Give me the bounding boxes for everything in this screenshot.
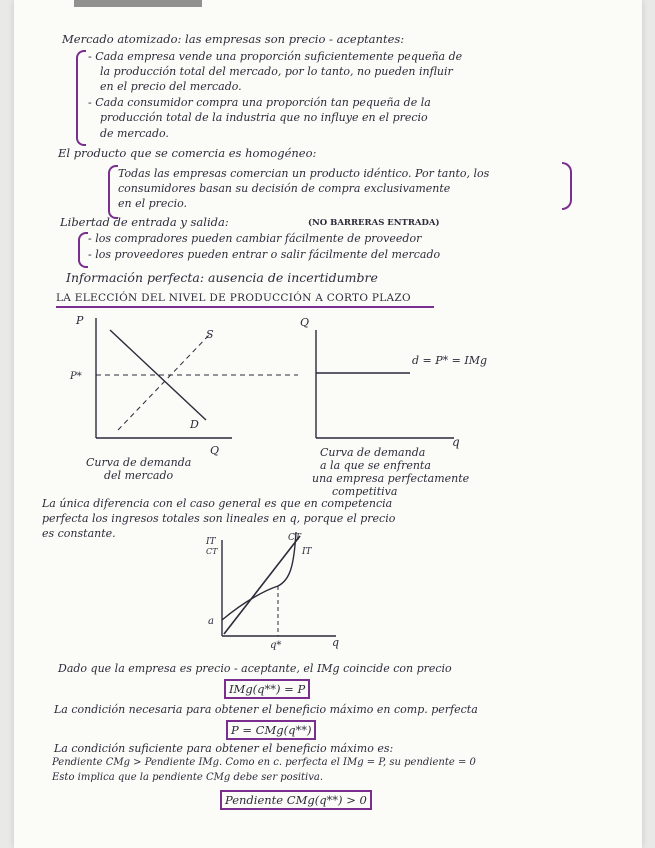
- ct-curve: [222, 532, 296, 620]
- g2-caption-1: Curva de demanda: [320, 446, 426, 459]
- g1-d-label: D: [190, 418, 199, 431]
- g3-qstar-label: q*: [270, 640, 282, 651]
- g1-p-label: P: [76, 314, 84, 327]
- note-line: perfecta los ingresos totales son lineales en q, porque el precio: [42, 512, 396, 525]
- g3-q-label: q: [332, 636, 340, 649]
- note-line: - Cada consumidor compra una proporción tan pequeña de la: [88, 96, 431, 109]
- g1-caption-1: Curva de demanda: [86, 456, 192, 469]
- note-line: La única diferencia con el caso general es que en competencia: [42, 497, 393, 510]
- formula-box-2: P = CMg(q**): [226, 720, 316, 740]
- g2-p-label: Q: [300, 316, 310, 329]
- note-line: - Cada empresa vende una proporción suficientemente pequeña de: [88, 50, 463, 63]
- g3-it-label: IT: [206, 537, 216, 547]
- note-producto-homogeneo: El producto que se comercia es homogéneo:: [58, 146, 317, 160]
- note-line: en el precio.: [118, 197, 188, 210]
- it-line: [224, 536, 300, 634]
- note-line: La condición suficiente para obtener el beneficio máximo es:: [54, 742, 394, 755]
- note-line: Pendiente CMg > Pendiente IMg. Como en c. perfecta el IMg = P, su pendiente = 0: [52, 757, 476, 768]
- note-line: La condición necesaria para obtener el beneficio máximo en comp. perfecta: [54, 703, 478, 716]
- note-no-barreras: (NO BARRERAS ENTRADA): [308, 218, 440, 228]
- formula-box-1: IMg(q**) = P: [224, 679, 310, 699]
- note-line: Dado que la empresa es precio - aceptante, el IMg coincide con precio: [58, 662, 452, 675]
- formula-box-3: Pendiente CMg(q**) > 0: [220, 790, 372, 810]
- g2-caption-4: competitiva: [332, 485, 398, 498]
- g2-caption-3: una empresa perfectamente: [312, 472, 470, 485]
- note-line: - los proveedores pueden entrar o salir fácilmente del mercado: [88, 248, 441, 261]
- supply-line: [118, 334, 210, 430]
- g3-ct-small-label: CT: [206, 547, 218, 556]
- note-line: es constante.: [42, 527, 116, 540]
- market-graph: [14, 0, 642, 848]
- note-line: la producción total del mercado, por lo tanto, no pueden influir: [100, 65, 453, 78]
- note-mercado-atomizado: Mercado atomizado: las empresas son precio - aceptantes:: [62, 32, 405, 46]
- g1-s-label: S: [206, 328, 214, 341]
- g2-q-label: q: [452, 435, 460, 449]
- note-line: Esto implica que la pendiente CMg debe ser positiva.: [52, 772, 324, 783]
- note-informacion: Información perfecta: ausencia de incertidumbre: [66, 270, 378, 285]
- notebook-page: [14, 0, 642, 848]
- g3-a-label: a: [208, 616, 214, 627]
- section-heading: LA ELECCIÓN DEL NIVEL DE PRODUCCIÓN A CORTO PLAZO: [56, 292, 411, 304]
- g2-caption-2: a la que se enfrenta: [320, 459, 431, 472]
- note-line: Todas las empresas comercian un producto idéntico. Por tanto, los: [118, 167, 490, 180]
- g3-ct-label: CT: [288, 533, 301, 543]
- note-line: de mercado.: [100, 127, 169, 140]
- g2-line-label: d = P* = IMg: [412, 354, 488, 367]
- g1-caption-2: del mercado: [104, 469, 174, 482]
- note-line: consumidores basan su decisión de compra exclusivamente: [118, 182, 451, 195]
- g3-it-label-2: IT: [302, 547, 312, 557]
- g1-q-label: Q: [210, 444, 220, 457]
- note-line: en el precio del mercado.: [100, 80, 242, 93]
- note-line: producción total de la industria que no influye en el precio: [100, 111, 428, 124]
- note-line: - los compradores pueden cambiar fácilmente de proveedor: [88, 232, 422, 245]
- note-libertad: Libertad de entrada y salida:: [60, 215, 229, 229]
- g1-pstar-label: P*: [70, 371, 82, 382]
